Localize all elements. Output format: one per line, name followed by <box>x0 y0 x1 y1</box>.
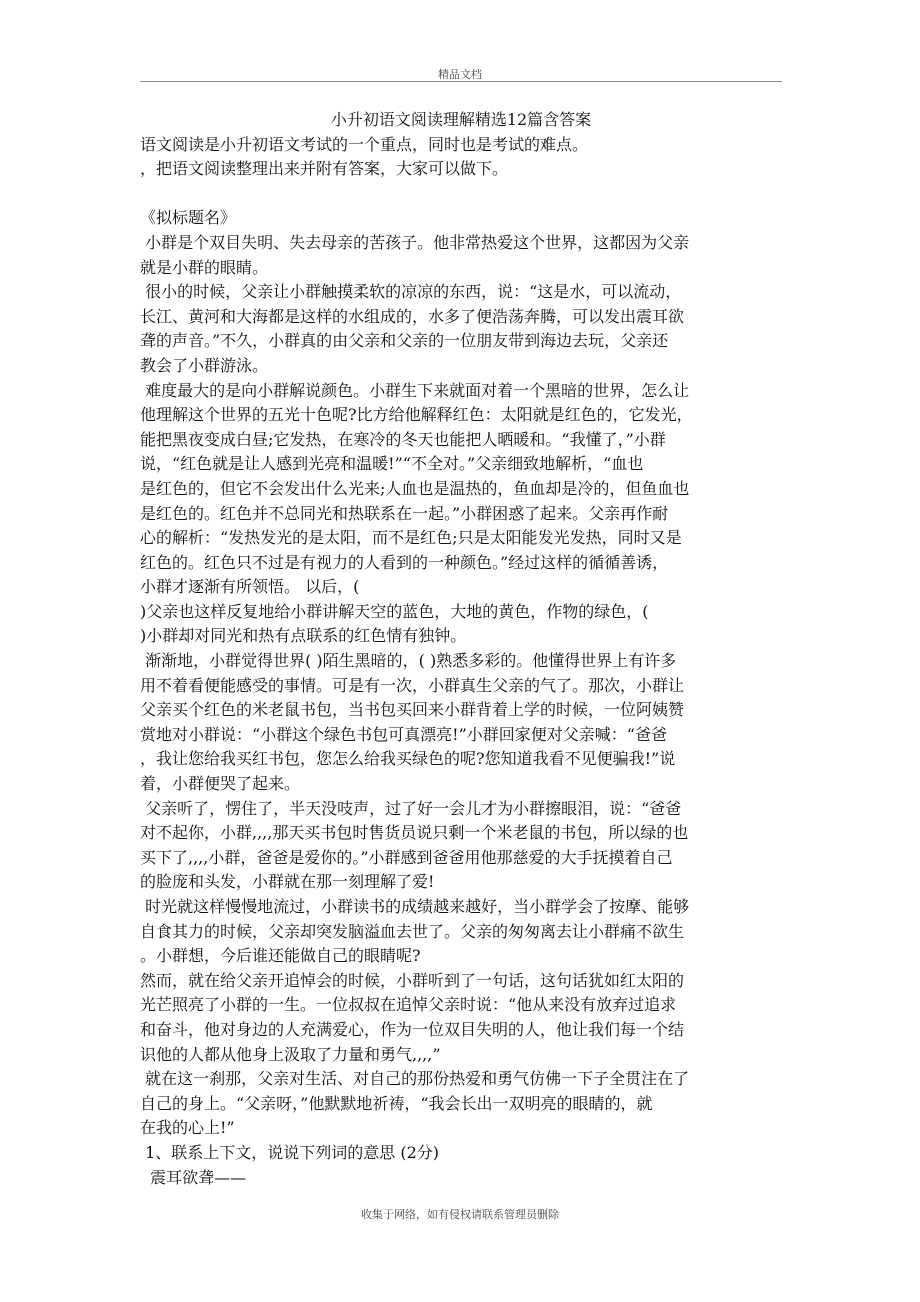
passage-line: 自己的身上。“父亲呀，”他默默地祈祷，“我会长出一双明亮的眼睛的，就 <box>140 1093 653 1113</box>
passage-line: 是红色的，但它不会发出什么光来;人血也是温热的，鱼血却是冷的，但鱼血也 <box>140 478 690 498</box>
passage-line: 自食其力的时候，父亲却突发脑溢血去世了。父亲的匆匆离去让小群痛不欲生 <box>140 921 685 941</box>
passage-line: 用不着看便能感受的事情。可是有一次，小群真生父亲的气了。那次，小群让 <box>140 675 685 695</box>
passage-line: 很小的时候，父亲让小群触摸柔软的凉凉的东西，说：“这是水，可以流动， <box>140 282 682 302</box>
section-title: 《拟标题名》 <box>140 208 237 228</box>
intro-line: 语文阅读是小升初语文考试的一个重点，同时也是考试的难点。 <box>140 134 589 154</box>
passage-line: 然而，就在给父亲开追悼会的时候，小群听到了一句话，这句话犹如红太阳的 <box>140 970 685 990</box>
passage-line: 聋的声音。”不久，小群真的由父亲和父亲的一位朋友带到海边去玩，父亲还 <box>140 331 669 351</box>
passage-line: ，我让您给我买红书包，您怎么给我买绿色的呢?您知道我看不见便骗我!”说 <box>140 749 676 769</box>
document-title: 小升初语文阅读理解精选12篇含答案 <box>330 110 592 129</box>
passage-line: 的脸庞和头发，小群就在那一刻理解了爱! <box>140 872 435 892</box>
passage-line: 渐渐地，小群觉得世界( )陌生黑暗的，( )熟悉多彩的。他懂得世界上有许多 <box>140 651 677 671</box>
passage-line: 长江、黄河和大海都是这样的水组成的，水多了便浩荡奔腾，可以发出震耳欲 <box>140 306 685 326</box>
passage-line: )父亲也这样反复地给小群讲解天空的蓝色，大地的黄色，作物的绿色，( <box>140 601 649 621</box>
passage-line: 。小群想，今后谁还能做自己的眼睛呢? <box>140 946 421 966</box>
passage-line: 在我的心上!” <box>140 1118 235 1138</box>
passage-line: 说，“红色就是让人感到光亮和温暖!”“不全对。”父亲细致地解析，“血也 <box>140 454 644 474</box>
passage-line: 小群才逐渐有所领悟。 以后，( <box>140 577 360 597</box>
document-body <box>140 108 782 1190</box>
blank-line <box>140 182 782 207</box>
passage-line: 是红色的。红色并不总同光和热联系在一起。”小群困惑了起来。父亲再作耐 <box>140 503 669 523</box>
header-divider <box>140 81 782 82</box>
passage-line: 震耳欲聋—— <box>140 1167 247 1187</box>
passage-line: 父亲听了，愣住了，半天没吱声，过了好一会儿才为小群擦眼泪，说：“爸爸 <box>140 798 682 818</box>
passage-line: 和奋斗，他对身边的人充满爱心，作为一位双目失明的人，他让我们每一个结 <box>140 1019 685 1039</box>
passage-line: 难度最大的是向小群解说颜色。小群生下来就面对着一个黑暗的世界，怎么让 <box>140 380 690 400</box>
passage-line: 着，小群便哭了起来。 <box>140 774 301 794</box>
page-footer: 收集于网络，如有侵权请联系管理员删除 <box>361 1208 559 1221</box>
passage-line: 教会了小群游泳。 <box>140 355 269 375</box>
passage-line: 1、联系上下文，说说下列词的意思 (2分) <box>140 1142 440 1162</box>
passage-line: 就是小群的眼睛。 <box>140 257 269 277</box>
passage-line: 赏地对小群说：“小群这个绿色书包可真漂亮!”小群回家便对父亲喊：“爸爸 <box>140 724 667 744</box>
passage-line: 光芒照亮了小群的一生。一位叔叔在追悼父亲时说：“他从来没有放弃过追求 <box>140 995 677 1015</box>
passage-line: 他理解这个世界的五光十色呢?比方给他解释红色：太阳就是红色的，它发光， <box>140 405 693 425</box>
passage-line: 就在这一刹那，父亲对生活、对自己的那份热爱和勇气仿佛一下子全贯注在了 <box>140 1069 690 1089</box>
passage-line: 识他的人都从他身上汲取了力量和勇气,,,,” <box>140 1044 441 1064</box>
passage-line: )小群却对同光和热有点联系的红色情有独钟。 <box>140 626 467 646</box>
passage-line: 父亲买个红色的米老鼠书包，当书包买回来小群背着上学的时候，一位阿姨赞 <box>140 700 685 720</box>
passage-line: 能把黑夜变成白昼;它发热，在寒冷的冬天也能把人晒暖和。“我懂了，”小群 <box>140 429 666 449</box>
intro-line: ，把语文阅读整理出来并附有答案，大家可以做下。 <box>140 159 509 179</box>
passage-text <box>140 231 782 1190</box>
passage-line: 红色的。红色只不过是有视力的人看到的一种颜色。”经过这样的循循善诱， <box>140 552 669 572</box>
passage-line: 对不起你，小群,,,,那天买书包时售货员说只剩一个米老鼠的书包，所以绿的也 <box>140 823 689 843</box>
page-header: 精品文档 <box>438 68 482 81</box>
passage-line: 买下了,,,,小群，爸爸是爱你的。”小群感到爸爸用他那慈爱的大手抚摸着自己 <box>140 847 673 867</box>
passage-line: 时光就这样慢慢地流过，小群读书的成绩越来越好，当小群学会了按摩、能够 <box>140 897 690 916</box>
passage-line: 小群是个双目失明、失去母亲的苦孩子。他非常热爱这个世界，这都因为父亲 <box>140 232 690 252</box>
passage-line: 心的解析：“发热发光的是太阳，而不是红色;只是太阳能发光发热，同时又是 <box>140 528 682 548</box>
